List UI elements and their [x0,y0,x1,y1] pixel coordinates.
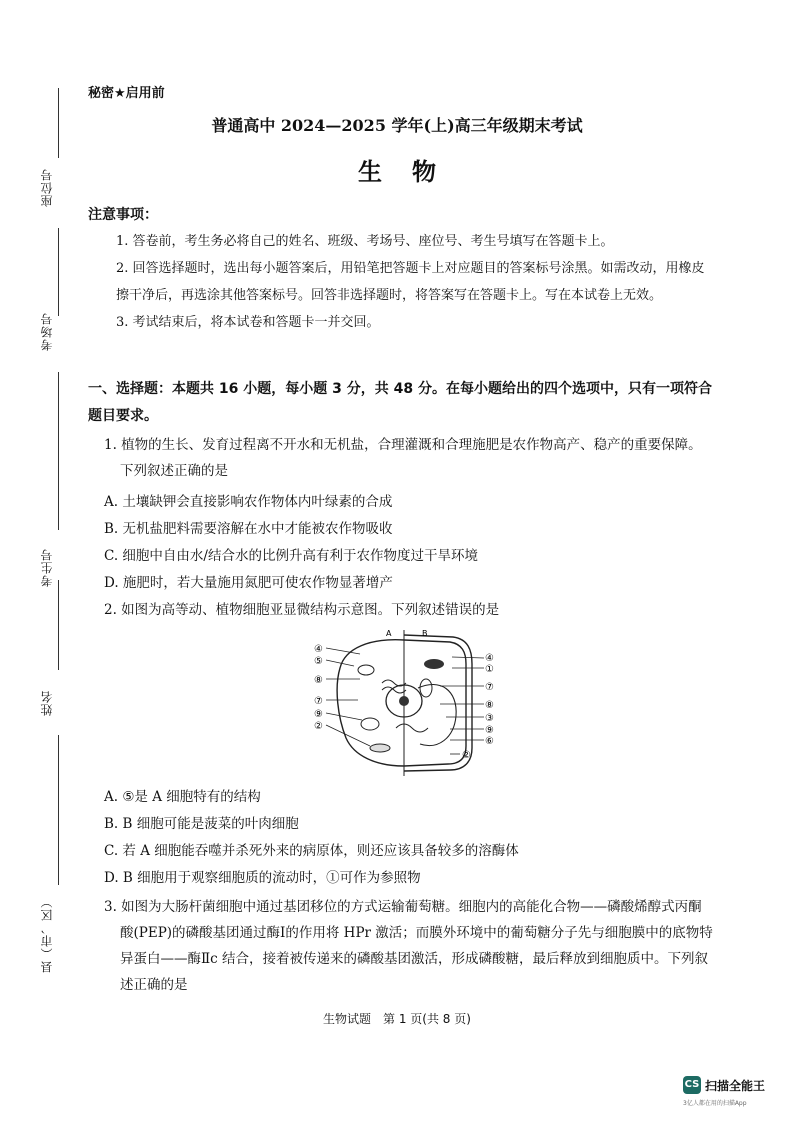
camscanner-name: 扫描全能王 [705,1079,766,1093]
q2-option-a: A. ⑤是 A 细胞特有的结构 [104,789,261,805]
mark-right-8: ② [462,750,471,761]
notice-item-3: 3. 考试结束后，将本试卷和答题卡一并交回。 [116,315,380,330]
nucleolus [399,696,409,706]
notice-list [88,228,713,336]
question-2-stem: 2. 如图为高等动、植物细胞亚显微结构示意图。下列叙述错误的是 [104,602,500,618]
secret-mark: 秘密★启用前 [88,86,165,101]
mitochondrion [420,679,432,697]
exam-title: 普通高中 2024—2025 学年(上)高三年级期末考试 [211,116,583,135]
vesicle [370,744,390,752]
student-no-label: 考生号 [40,548,54,587]
mark-right-5: ③ [485,713,494,724]
mark-left-3: ⑧ [314,675,323,686]
notice-heading: 注意事项： [88,207,158,223]
question-3-stem: 3. 如图为大肠杆菌细胞中通过基团移位的方式运输葡萄糖。细胞内的高能化合物——磷酸烯醇式丙酮酸(PEP)的磷酸基团通过酶Ⅰ的作用将 HPr 激活；而膜外环境中的葡萄糖分子先与细胞膜中的底物特异蛋白——酶Ⅱc 结合，接着被传递来的磷酸基团激活，形成磷酸糖，最后释放到细胞质中。下列叙述正确的是 [104,899,713,993]
golgi [396,724,428,732]
binding-line [58,372,59,530]
vacuole [418,684,456,745]
mark-right-7: ⑥ [485,736,494,747]
camscanner-slogan: 3亿人都在用的扫描App [683,1100,747,1107]
q1-option-a: A. 土壤缺钾会直接影响农作物体内叶绿素的合成 [104,494,393,510]
name-label: 姓名 [40,690,54,716]
mark-left-4: ⑦ [314,696,323,707]
question-1-stem: 1. 植物的生长、发育过程离不开水和无机盐，合理灌溉和合理施肥是农作物高产、稳产的重要保障。下列叙述正确的是 [104,437,702,479]
section-heading: 一、选择题：本题共 16 小题，每小题 3 分，共 48 分。在每小题给出的四个选项中，只有一项符合题目要求。 [88,381,712,424]
binding-line [58,580,59,670]
mark-left-5: ⑨ [314,709,323,720]
q2-option-b: B. B 细胞可能是菠菜的叶肉细胞 [104,816,299,832]
mark-right-4: ⑧ [485,700,494,711]
label-a: A [386,629,392,638]
exam-room-label: 考场号 [40,312,54,351]
camscanner-logo-icon: CS [683,1076,701,1094]
binding-line [58,735,59,885]
q1-option-c: C. 细胞中自由水/结合水的比例升高有利于农作物度过干旱环境 [104,548,478,564]
chloroplast [424,659,444,669]
seat-label: 座位号 [40,168,54,207]
mark-left-1: ④ [314,644,323,655]
mark-right-2: ① [485,664,494,675]
subject-title: 生物 [358,157,466,186]
mark-right-3: ⑦ [485,682,494,693]
county-label: 县（市、区） [40,895,54,973]
notice-item-1: 1. 答卷前，考生务必将自己的姓名、班级、考场号、座位号、考生号填写在答题卡上。 [116,234,614,249]
er [382,680,406,686]
mark-left-2: ⑤ [314,656,323,667]
q2-option-c: C. 若 A 细胞能吞噬并杀死外来的病原体，则还应该具备较多的溶酶体 [104,843,519,859]
q1-option-d: D. 施肥时，若大量施用氮肥可使农作物显著增产 [104,575,393,591]
page-footer: 生物试题 第 1 页(共 8 页) [323,1012,471,1026]
plant-cell-membrane [404,640,466,766]
golgi [361,718,379,730]
notice-item-2: 2. 回答选择题时，选出每小题答案后，用铅笔把答题卡上对应题目的答案标号涂黑。如需改动，用橡皮擦干净后，再选涂其他答案标号。回答非选择题时，将答案写在答题卡上。写在本试卷上无效。 [116,261,705,303]
mark-right-6: ⑨ [485,725,494,736]
mark-left-6: ② [314,721,323,732]
q1-option-b: B. 无机盐肥料需要溶解在水中才能被农作物吸收 [104,521,393,537]
mitochondrion [358,665,374,675]
q2-option-d: D. B 细胞用于观察细胞质的流动时，①可作为参照物 [104,870,421,886]
binding-line [58,228,59,316]
cell-diagram [300,628,510,778]
mark-right-1: ④ [485,653,494,664]
label-b: B [422,629,428,638]
